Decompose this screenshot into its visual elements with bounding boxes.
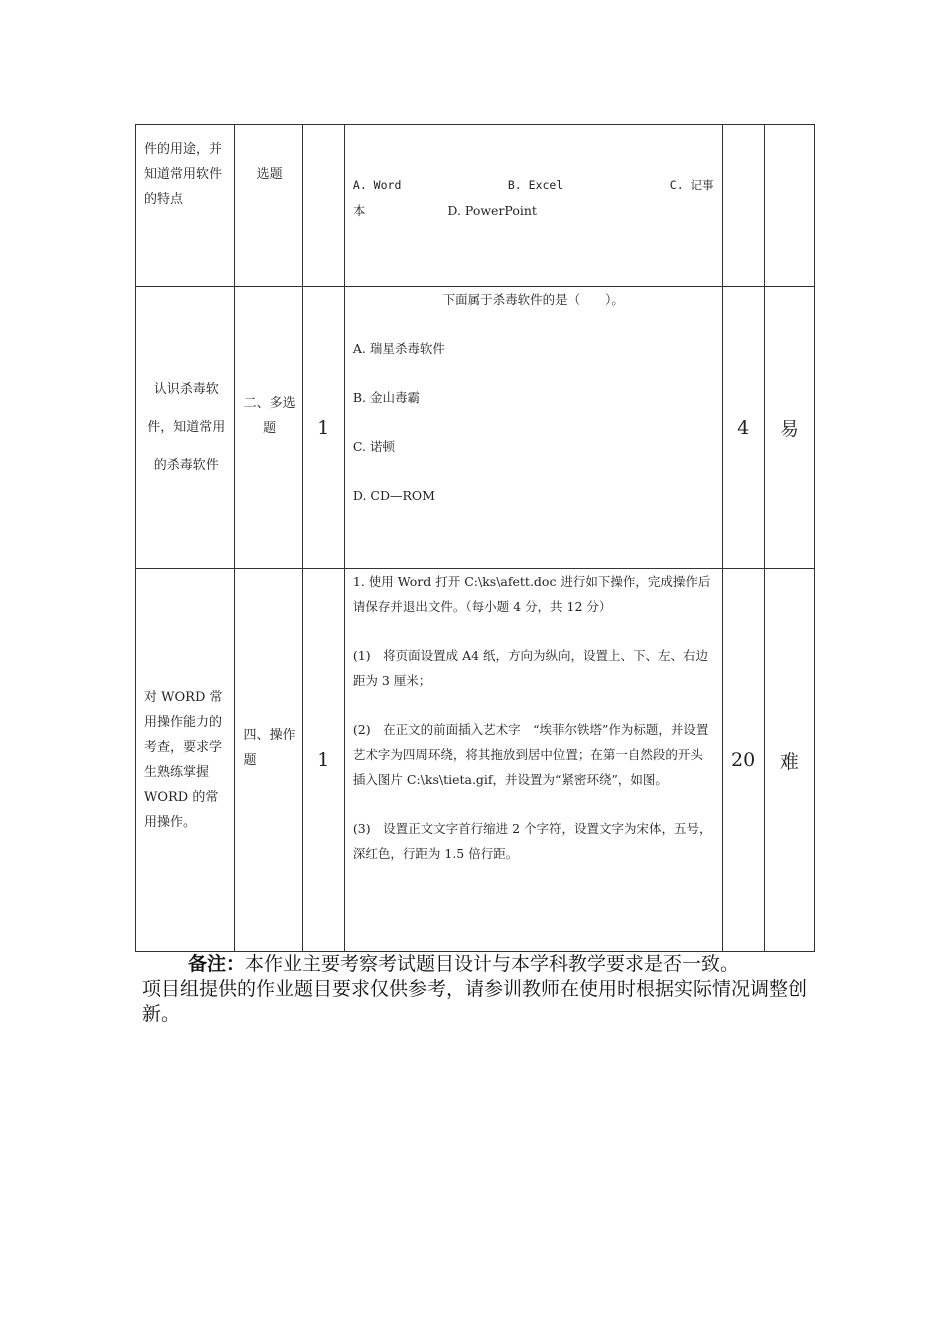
sub-question: (3) 设置正文文字首行缩进 2 个字符，设置文字为宋体，五号，深红色，行距为 1.5 倍行距。	[352, 821, 712, 861]
type-text: 四、操作题	[243, 728, 296, 768]
option-b: B. Excel	[507, 178, 564, 192]
sub-question: (1) 将页面设置成 A4 纸，方向为纵向，设置上、下、左、右边距为 3 厘米；	[352, 648, 709, 688]
objective-text: 认识杀毒软件，知道常用的杀毒软件	[147, 381, 226, 473]
remarks-note	[142, 952, 842, 1027]
difficulty-text: 易	[779, 418, 799, 440]
difficulty-cell	[764, 569, 814, 952]
option-a: A. 瑞星杀毒软件	[352, 341, 445, 356]
table-row	[136, 287, 815, 569]
question-title: 下面属于杀毒软件的是（ ）。	[442, 292, 624, 307]
option-c: C. 记事	[669, 178, 714, 192]
score-cell	[722, 569, 764, 952]
option-c-cont: 本	[352, 203, 366, 218]
question-content	[345, 569, 722, 866]
option-d: D. PowerPoint	[447, 203, 537, 218]
question-intro: 1. 使用 Word 打开 C:\ks\afett.doc 进行如下操作，完成操作后请保存并退出文件。（每小题 4 分，共 12 分）	[352, 574, 711, 614]
difficulty-cell	[764, 287, 814, 569]
score-cell	[722, 125, 764, 287]
count-cell	[302, 569, 344, 952]
objective-text: 件的用途，并知道常用软件的特点	[144, 142, 223, 207]
difficulty-text: 难	[779, 750, 799, 773]
content-cell	[344, 125, 722, 287]
score-cell	[722, 287, 764, 569]
option-b: B. 金山毒霸	[352, 390, 421, 405]
count-cell	[302, 287, 344, 569]
option-row	[353, 173, 714, 198]
type-text: 二、多选题	[243, 395, 296, 436]
objective-cell	[136, 125, 235, 287]
remarks-text: 本作业主要考察考试题目设计与本学科教学要求是否一致。	[245, 953, 740, 975]
remarks-line	[142, 952, 842, 977]
option-row	[353, 198, 714, 223]
question-content	[345, 125, 722, 223]
objective-cell	[136, 287, 235, 569]
remarks-label: 备注：	[188, 953, 246, 975]
count-text: 1	[317, 416, 330, 439]
content-cell	[344, 569, 722, 952]
type-cell	[235, 125, 302, 287]
objective-cell	[136, 569, 235, 952]
table-row	[136, 569, 815, 952]
difficulty-cell	[764, 125, 814, 287]
type-cell	[235, 569, 302, 952]
table-row	[136, 125, 815, 287]
question-content	[345, 287, 722, 508]
score-text: 20	[731, 749, 756, 771]
type-cell	[235, 287, 302, 569]
option-c: C. 诺顿	[352, 439, 395, 454]
count-text: 1	[317, 749, 330, 771]
type-text: 选题	[256, 167, 283, 182]
remarks-text-rest: 项目组提供的作业题目要求仅供参考，请参训教师在使用时根据实际情况调整创新。	[142, 978, 808, 1025]
sub-question: (2) 在正文的前面插入艺术字 “埃菲尔铁塔”作为标题，并设置艺术字为四周环绕，将其拖放到居中位置；在第一自然段的开头插入图片 C:\ks\tieta.gif，并设置为“紧密环绕”，如图。	[352, 722, 709, 787]
exercise-table	[135, 124, 815, 952]
objective-text: 对 WORD 常用操作能力的考查，要求学生熟练掌握 WORD 的常用操作。	[144, 690, 223, 830]
score-text: 4	[737, 416, 750, 439]
content-cell	[344, 287, 722, 569]
option-a: A. Word	[352, 178, 402, 192]
option-d: D. CD—ROM	[352, 488, 435, 503]
count-cell	[302, 125, 344, 287]
